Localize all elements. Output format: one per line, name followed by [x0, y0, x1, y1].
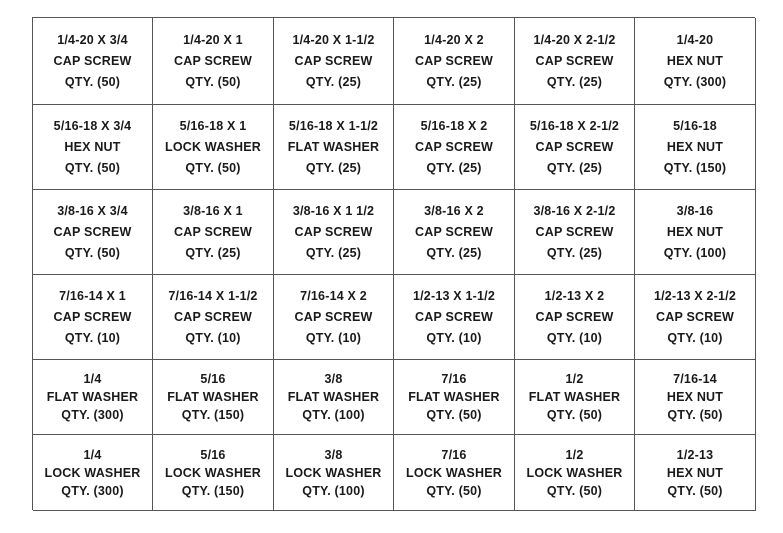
cell-size: 7/16 [441, 372, 467, 386]
cell-part: CAP SCREW [535, 310, 614, 324]
cell-part: CAP SCREW [174, 54, 252, 68]
cell-part: CAP SCREW [53, 54, 132, 68]
cell-size: 7/16 [441, 447, 467, 462]
cell-part: FLAT WASHER [408, 390, 500, 404]
cell-qty: QTY. (100) [663, 246, 727, 260]
cell-part: CAP SCREW [415, 225, 493, 239]
cell-size: 1/4-20 X 1 [183, 33, 243, 47]
label-cell [515, 275, 635, 360]
cell-qty: QTY. (300) [61, 483, 124, 498]
cell-qty: QTY. (50) [64, 75, 121, 89]
cell-qty: QTY. (25) [426, 246, 482, 260]
cell-part: LOCK WASHER [165, 465, 261, 480]
cell-part: CAP SCREW [656, 310, 734, 324]
cell-qty: QTY. (10) [546, 331, 603, 345]
cell-qty: QTY. (50) [667, 408, 723, 422]
cell-part: FLAT WASHER [287, 390, 380, 404]
cell-part: HEX NUT [666, 140, 724, 154]
cell-size: 1/2 [565, 372, 584, 386]
cell-part: FLAT WASHER [528, 390, 621, 404]
cell-size: 3/8 [324, 447, 343, 462]
cell-size: 5/16 [200, 372, 226, 386]
bin-label-grid [32, 17, 755, 510]
cell-size: 1/4-20 X 3/4 [57, 33, 128, 47]
cell-size: 1/4 [83, 372, 102, 386]
cell-size: 1/2 [565, 447, 584, 462]
label-cell [635, 190, 756, 275]
cell-size: 1/2-13 X 2 [544, 289, 605, 303]
cell-size: 1/4-20 [676, 33, 714, 47]
cell-size: 5/16 [200, 447, 226, 462]
cell-qty: QTY. (25) [305, 161, 362, 175]
cell-qty: QTY. (25) [546, 75, 603, 89]
cell-part: HEX NUT [666, 225, 724, 239]
label-cell [33, 435, 153, 511]
cell-qty: QTY. (50) [185, 161, 241, 175]
cell-part: FLAT WASHER [287, 140, 380, 154]
cell-qty: QTY. (10) [426, 331, 482, 345]
cell-qty: QTY. (25) [546, 246, 603, 260]
cell-qty: QTY. (25) [305, 75, 362, 89]
cell-part: LOCK WASHER [44, 465, 141, 480]
cell-part: CAP SCREW [415, 140, 493, 154]
cell-part: CAP SCREW [294, 310, 373, 324]
cell-qty: QTY. (50) [546, 483, 603, 498]
cell-size: 1/2-13 X 2-1/2 [653, 289, 737, 303]
cell-size: 5/16-18 X 3/4 [53, 119, 132, 133]
cell-part: LOCK WASHER [285, 465, 382, 480]
label-cell [274, 435, 394, 511]
label-cell [635, 275, 756, 360]
cell-part: CAP SCREW [53, 310, 132, 324]
cell-qty: QTY. (50) [667, 483, 723, 498]
cell-qty: QTY. (100) [302, 408, 365, 422]
cell-part: LOCK WASHER [165, 140, 261, 154]
cell-part: HEX NUT [64, 140, 121, 154]
cell-qty: QTY. (10) [64, 331, 121, 345]
label-cell [33, 360, 153, 435]
label-cell [33, 105, 153, 190]
cell-size: 5/16-18 X 2 [420, 119, 488, 133]
cell-qty: QTY. (100) [302, 483, 365, 498]
label-cell [394, 360, 515, 435]
cell-qty: QTY. (50) [185, 75, 241, 89]
cell-size: 3/8-16 X 1 1/2 [292, 204, 375, 218]
cell-size: 7/16-14 [673, 372, 717, 386]
cell-qty: QTY. (50) [546, 408, 603, 422]
cell-size: 1/4-20 X 2 [424, 33, 484, 47]
cell-part: CAP SCREW [415, 54, 493, 68]
cell-part: CAP SCREW [415, 310, 493, 324]
label-cell [274, 190, 394, 275]
label-cell [33, 190, 153, 275]
cell-part: LOCK WASHER [526, 465, 623, 480]
cell-qty: QTY. (25) [546, 161, 603, 175]
cell-size: 7/16-14 X 1 [59, 289, 126, 303]
cell-part: CAP SCREW [535, 140, 614, 154]
cell-size: 1/4 [83, 447, 102, 462]
cell-size: 1/2-13 X 1-1/2 [412, 289, 496, 303]
label-cell [515, 18, 635, 105]
cell-size: 7/16-14 X 1-1/2 [168, 289, 258, 303]
label-cell [515, 435, 635, 511]
label-cell [635, 105, 756, 190]
cell-size: 5/16-18 X 1 [179, 119, 247, 133]
label-cell [635, 360, 756, 435]
cell-qty: QTY. (50) [64, 246, 121, 260]
cell-qty: QTY. (50) [426, 408, 482, 422]
cell-size: 5/16-18 [673, 119, 717, 133]
cell-size: 1/4-20 X 2-1/2 [533, 33, 616, 47]
cell-size: 3/8-16 X 2 [424, 204, 484, 218]
cell-size: 3/8-16 X 1 [183, 204, 243, 218]
cell-part: HEX NUT [666, 54, 724, 68]
cell-qty: QTY. (10) [305, 331, 362, 345]
cell-qty: QTY. (25) [426, 161, 482, 175]
label-cell [394, 105, 515, 190]
label-cell [274, 105, 394, 190]
cell-part: CAP SCREW [294, 54, 373, 68]
cell-size: 7/16-14 X 2 [300, 289, 367, 303]
cell-part: CAP SCREW [535, 54, 614, 68]
cell-qty: QTY. (25) [305, 246, 362, 260]
cell-part: FLAT WASHER [167, 390, 259, 404]
cell-qty: QTY. (50) [64, 161, 121, 175]
cell-part: CAP SCREW [294, 225, 373, 239]
cell-part: HEX NUT [666, 465, 724, 480]
cell-qty: QTY. (150) [181, 483, 245, 498]
cell-size: 5/16-18 X 1-1/2 [288, 119, 379, 133]
cell-qty: QTY. (25) [426, 75, 482, 89]
label-cell [153, 190, 274, 275]
cell-qty: QTY. (300) [663, 75, 727, 89]
cell-qty: QTY. (10) [185, 331, 241, 345]
cell-size: 3/8-16 X 3/4 [57, 204, 128, 218]
label-cell [394, 435, 515, 511]
cell-qty: QTY. (25) [185, 246, 241, 260]
label-cell [635, 435, 756, 511]
cell-qty: QTY. (10) [667, 331, 723, 345]
label-cell [33, 18, 153, 105]
cell-part: FLAT WASHER [46, 390, 139, 404]
cell-qty: QTY. (150) [663, 161, 727, 175]
label-cell [515, 360, 635, 435]
cell-size: 3/8-16 [676, 204, 714, 218]
label-cell [153, 360, 274, 435]
label-cell [394, 190, 515, 275]
label-cell [274, 18, 394, 105]
label-cell [153, 435, 274, 511]
label-cell [153, 105, 274, 190]
label-cell [515, 105, 635, 190]
cell-size: 3/8 [324, 372, 343, 386]
cell-part: HEX NUT [666, 390, 724, 404]
label-cell [515, 190, 635, 275]
label-cell [274, 360, 394, 435]
cell-qty: QTY. (50) [426, 483, 482, 498]
cell-size: 1/2-13 [676, 447, 714, 462]
label-cell [274, 275, 394, 360]
label-cell [635, 18, 756, 105]
cell-part: LOCK WASHER [406, 465, 502, 480]
cell-size: 3/8-16 X 2-1/2 [533, 204, 616, 218]
cell-part: CAP SCREW [174, 310, 252, 324]
label-cell [153, 275, 274, 360]
cell-qty: QTY. (150) [181, 408, 245, 422]
cell-size: 1/4-20 X 1-1/2 [292, 33, 375, 47]
cell-part: CAP SCREW [535, 225, 614, 239]
label-cell [33, 275, 153, 360]
label-cell [394, 18, 515, 105]
cell-part: CAP SCREW [53, 225, 132, 239]
cell-qty: QTY. (300) [61, 408, 124, 422]
label-cell [153, 18, 274, 105]
cell-part: CAP SCREW [174, 225, 252, 239]
cell-size: 5/16-18 X 2-1/2 [529, 119, 620, 133]
label-cell [394, 275, 515, 360]
